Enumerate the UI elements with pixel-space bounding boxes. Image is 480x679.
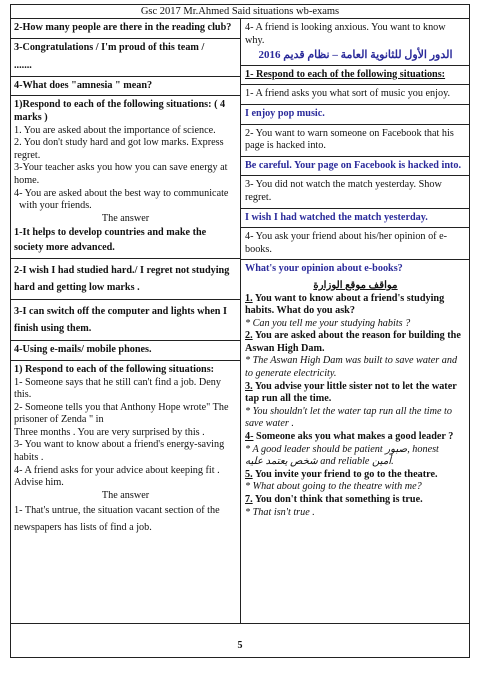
- column-divider: [240, 18, 241, 624]
- separator: [10, 299, 241, 300]
- page-header: Gsc 2017 Mr.Ahmed Said situations wb-exams: [10, 4, 470, 18]
- separator: [10, 258, 241, 259]
- situation-1: 1. You are asked about the importance of science.: [14, 124, 216, 136]
- situation-4: 4- You are asked about the best way to communicate: [14, 187, 229, 199]
- separator: [10, 360, 241, 361]
- situation-r2: 2- You want to warn someone on Facebook that his page is hacked into.: [245, 127, 454, 152]
- separator: [240, 104, 470, 105]
- separator: [240, 208, 470, 209]
- answer-4: 4-Using e-mails/ mobile phones.: [14, 344, 152, 356]
- situation-2-2: 2- Someone tells you that Anthony Hope wrote" The prisoner of Zenda " in: [14, 401, 229, 426]
- separator: [10, 95, 241, 96]
- situation-3: 3-Your teacher asks you how you can save energy at home.: [14, 162, 228, 186]
- answer-heading-2: The answer: [101, 489, 150, 501]
- answer-2-1: 1- That's untrue, the situation vacant section of the newspapers has lists of find a job.: [14, 505, 220, 534]
- separator: [240, 227, 470, 228]
- respond-title: 1- Respond to each of the following situations:: [245, 68, 446, 80]
- separator: [10, 340, 241, 341]
- ministry-a4: * A good leader should be patient صبور, honest شخص يعتمد عليه and reliable أمين.: [245, 443, 439, 468]
- page-number: 5: [237, 640, 243, 651]
- ministry-a5: * What about going to the theatre with me?: [245, 481, 422, 493]
- separator: [240, 259, 470, 260]
- item-number: 5.: [245, 468, 253, 480]
- separator: [240, 124, 470, 125]
- ministry-q4: Someone aks you what makes a good leader ?: [256, 431, 454, 443]
- situation-2-3: 3- You want to know about a friend's energy-saving habits .: [14, 439, 225, 464]
- answer-r3: I wish I had watched the match yesterday.: [245, 211, 428, 223]
- answer-heading: The answer: [101, 212, 150, 224]
- item-number: 7.: [245, 494, 253, 505]
- exam-page: [10, 4, 470, 672]
- answer-2: 2-I wish I had studied hard./ I regret not studying hard and getting low marks .: [14, 265, 230, 294]
- arabic-subtitle: مواقف موقع الوزارة: [313, 279, 398, 291]
- question-r4: 4- A friend is looking anxious. You want to know why.: [245, 22, 446, 46]
- answer-r2: Be careful. Your page on Facebook is hacked into.: [245, 159, 462, 171]
- item-number: 2.: [245, 330, 253, 342]
- right-column: [245, 22, 466, 519]
- situation-r1: 1- A friend asks you what sort of music you enjoy.: [245, 88, 451, 100]
- situation-2-4: 4- A friend asks for your advice about keeping fit . Advise him.: [14, 464, 220, 489]
- item-number: 4-: [245, 431, 254, 443]
- ministry-q3: You advise your little sister not to let the water tap run all the time.: [245, 380, 457, 405]
- situation-r3: 3- You did not watch the match yesterday. Show regret.: [245, 179, 442, 203]
- separator: [10, 76, 241, 77]
- separator: [240, 156, 470, 157]
- answer-1: 1-It helps to develop countries and make the society more advanced.: [14, 227, 207, 254]
- situation-2: 2. You don't study hard and got low marks. Express regret.: [14, 137, 224, 161]
- answer-r4: What's your opinion about e-books?: [245, 263, 403, 275]
- question-2: 2-How many people are there in the reading club?: [14, 22, 232, 33]
- ministry-a7: * That isn't true .: [245, 506, 315, 518]
- answer-r1: I enjoy pop music.: [245, 107, 325, 119]
- left-column: [14, 22, 237, 536]
- ministry-q2: You are asked about the reason for building the Aswan High Dam.: [245, 330, 461, 354]
- question-3-dots: .......: [14, 60, 32, 72]
- section-1-title: 1)Respond to each of the following situations: ( 4 marks ): [14, 99, 226, 123]
- ministry-q5: You invite your friend to go to the theatre.: [254, 468, 438, 480]
- ministry-a3: * You shouldn't let the water tap run all the time to save water .: [245, 405, 452, 430]
- separator: [10, 38, 241, 39]
- arabic-title: الدور الأول للثانوية العامة – نظام قديم 2016: [258, 49, 453, 62]
- section-2-title: 1) Respond to each of the following situations:: [14, 363, 215, 375]
- item-number: 3.: [245, 380, 253, 392]
- ministry-a1: * Can you tell me your studying habits ?: [245, 317, 411, 329]
- question-4: 4-What does "amnesia " mean?: [14, 79, 153, 91]
- ministry-q1: You want to know about a friend's studying habits. What do you ask?: [245, 292, 445, 317]
- situation-2-1: 1- Someone says that he still can't find a job. Deny this.: [14, 376, 221, 401]
- situation-r4: 4- You ask your friend about his/her opinion of e-books.: [245, 231, 448, 255]
- item-number: 1.: [245, 292, 253, 304]
- ministry-a2: * The Aswan High Dam was built to save water and to generate electricity.: [245, 355, 458, 380]
- situation-2-2-cont: Three months . You are very surprised by this .: [14, 426, 205, 438]
- question-3: 3-Congratulations / I'm proud of this team /: [14, 41, 205, 53]
- ministry-q7: You don't think that something is true.: [254, 494, 423, 505]
- situation-4-cont: with your friends.: [19, 200, 92, 212]
- separator: [240, 65, 470, 66]
- separator: [240, 84, 470, 85]
- separator: [240, 175, 470, 176]
- answer-3: 3-I can switch off the computer and lights when I finish using them.: [14, 306, 227, 335]
